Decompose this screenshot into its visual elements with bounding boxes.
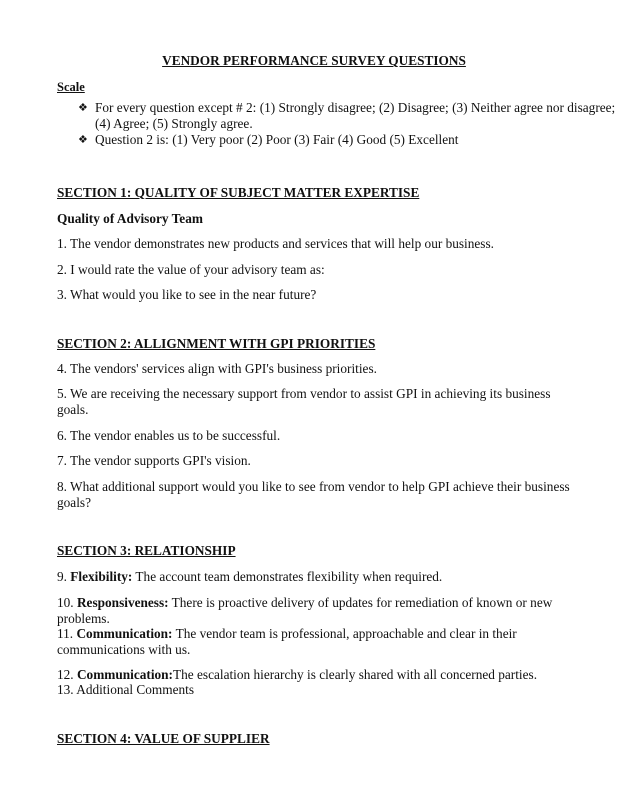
question-label: Flexibility: bbox=[70, 569, 133, 584]
question-7: 7. The vendor supports GPI's vision. bbox=[57, 453, 251, 468]
question-8-line1: 8. What additional support would you like to see from vendor to help GPI achieve their business bbox=[57, 479, 570, 494]
question-11-line1 bbox=[57, 626, 517, 641]
question-6: 6. The vendor enables us to be successful. bbox=[57, 428, 281, 443]
question-10-line2: problems. bbox=[57, 611, 110, 626]
question-text: There is proactive delivery of updates for remediation of known or new bbox=[168, 595, 553, 610]
section-1-subheading: Quality of Advisory Team bbox=[57, 211, 203, 226]
section-4-heading: SECTION 4: VALUE OF SUPPLIER bbox=[57, 731, 270, 746]
question-2: 2. I would rate the value of your advisory team as: bbox=[57, 262, 325, 277]
question-8-line2: goals? bbox=[57, 495, 91, 510]
question-4: 4. The vendors' services align with GPI's business priorities. bbox=[57, 361, 377, 376]
scale-label: Scale bbox=[57, 80, 85, 94]
diamond-bullet-icon: ❖ bbox=[78, 134, 88, 146]
question-number: 11. bbox=[57, 626, 77, 641]
document-title: VENDOR PERFORMANCE SURVEY QUESTIONS bbox=[162, 53, 466, 68]
section-1-heading: SECTION 1: QUALITY OF SUBJECT MATTER EXPERTISE bbox=[57, 185, 420, 200]
diamond-bullet-icon: ❖ bbox=[78, 102, 88, 114]
question-3: 3. What would you like to see in the near future? bbox=[57, 287, 317, 302]
question-number: 10. bbox=[57, 595, 77, 610]
question-number: 12. bbox=[57, 667, 77, 682]
question-11-line2: communications with us. bbox=[57, 642, 191, 657]
question-text: The vendor team is professional, approachable and clear in their bbox=[172, 626, 517, 641]
question-5-line2: goals. bbox=[57, 402, 89, 417]
section-3-heading: SECTION 3: RELATIONSHIP bbox=[57, 543, 236, 558]
question-text: The escalation hierarchy is clearly shared with all concerned parties. bbox=[173, 667, 538, 682]
question-label: Communication: bbox=[76, 626, 173, 641]
section-2-heading: SECTION 2: ALLIGNMENT WITH GPI PRIORITIES bbox=[57, 336, 376, 351]
question-12 bbox=[57, 667, 537, 682]
scale-item-2: Question 2 is: (1) Very poor (2) Poor (3) Fair (4) Good (5) Excellent bbox=[95, 132, 459, 147]
question-9 bbox=[57, 569, 442, 584]
question-label: Responsiveness: bbox=[76, 595, 169, 610]
question-number: 9. bbox=[57, 569, 71, 584]
scale-item-1-line2: (4) Agree; (5) Strongly agree. bbox=[95, 116, 253, 131]
scale-item-1-line1: For every question except # 2: (1) Strongly disagree; (2) Disagree; (3) Neither agree nor disagree; bbox=[95, 100, 616, 115]
question-13: 13. Additional Comments bbox=[57, 682, 195, 697]
question-1: 1. The vendor demonstrates new products and services that will help our business. bbox=[57, 236, 494, 251]
question-label: Communication: bbox=[76, 667, 173, 682]
question-text: The account team demonstrates flexibility when required. bbox=[132, 569, 443, 584]
question-10-line1 bbox=[57, 595, 552, 610]
question-5-line1: 5. We are receiving the necessary support from vendor to assist GPI in achieving its business bbox=[57, 386, 551, 401]
